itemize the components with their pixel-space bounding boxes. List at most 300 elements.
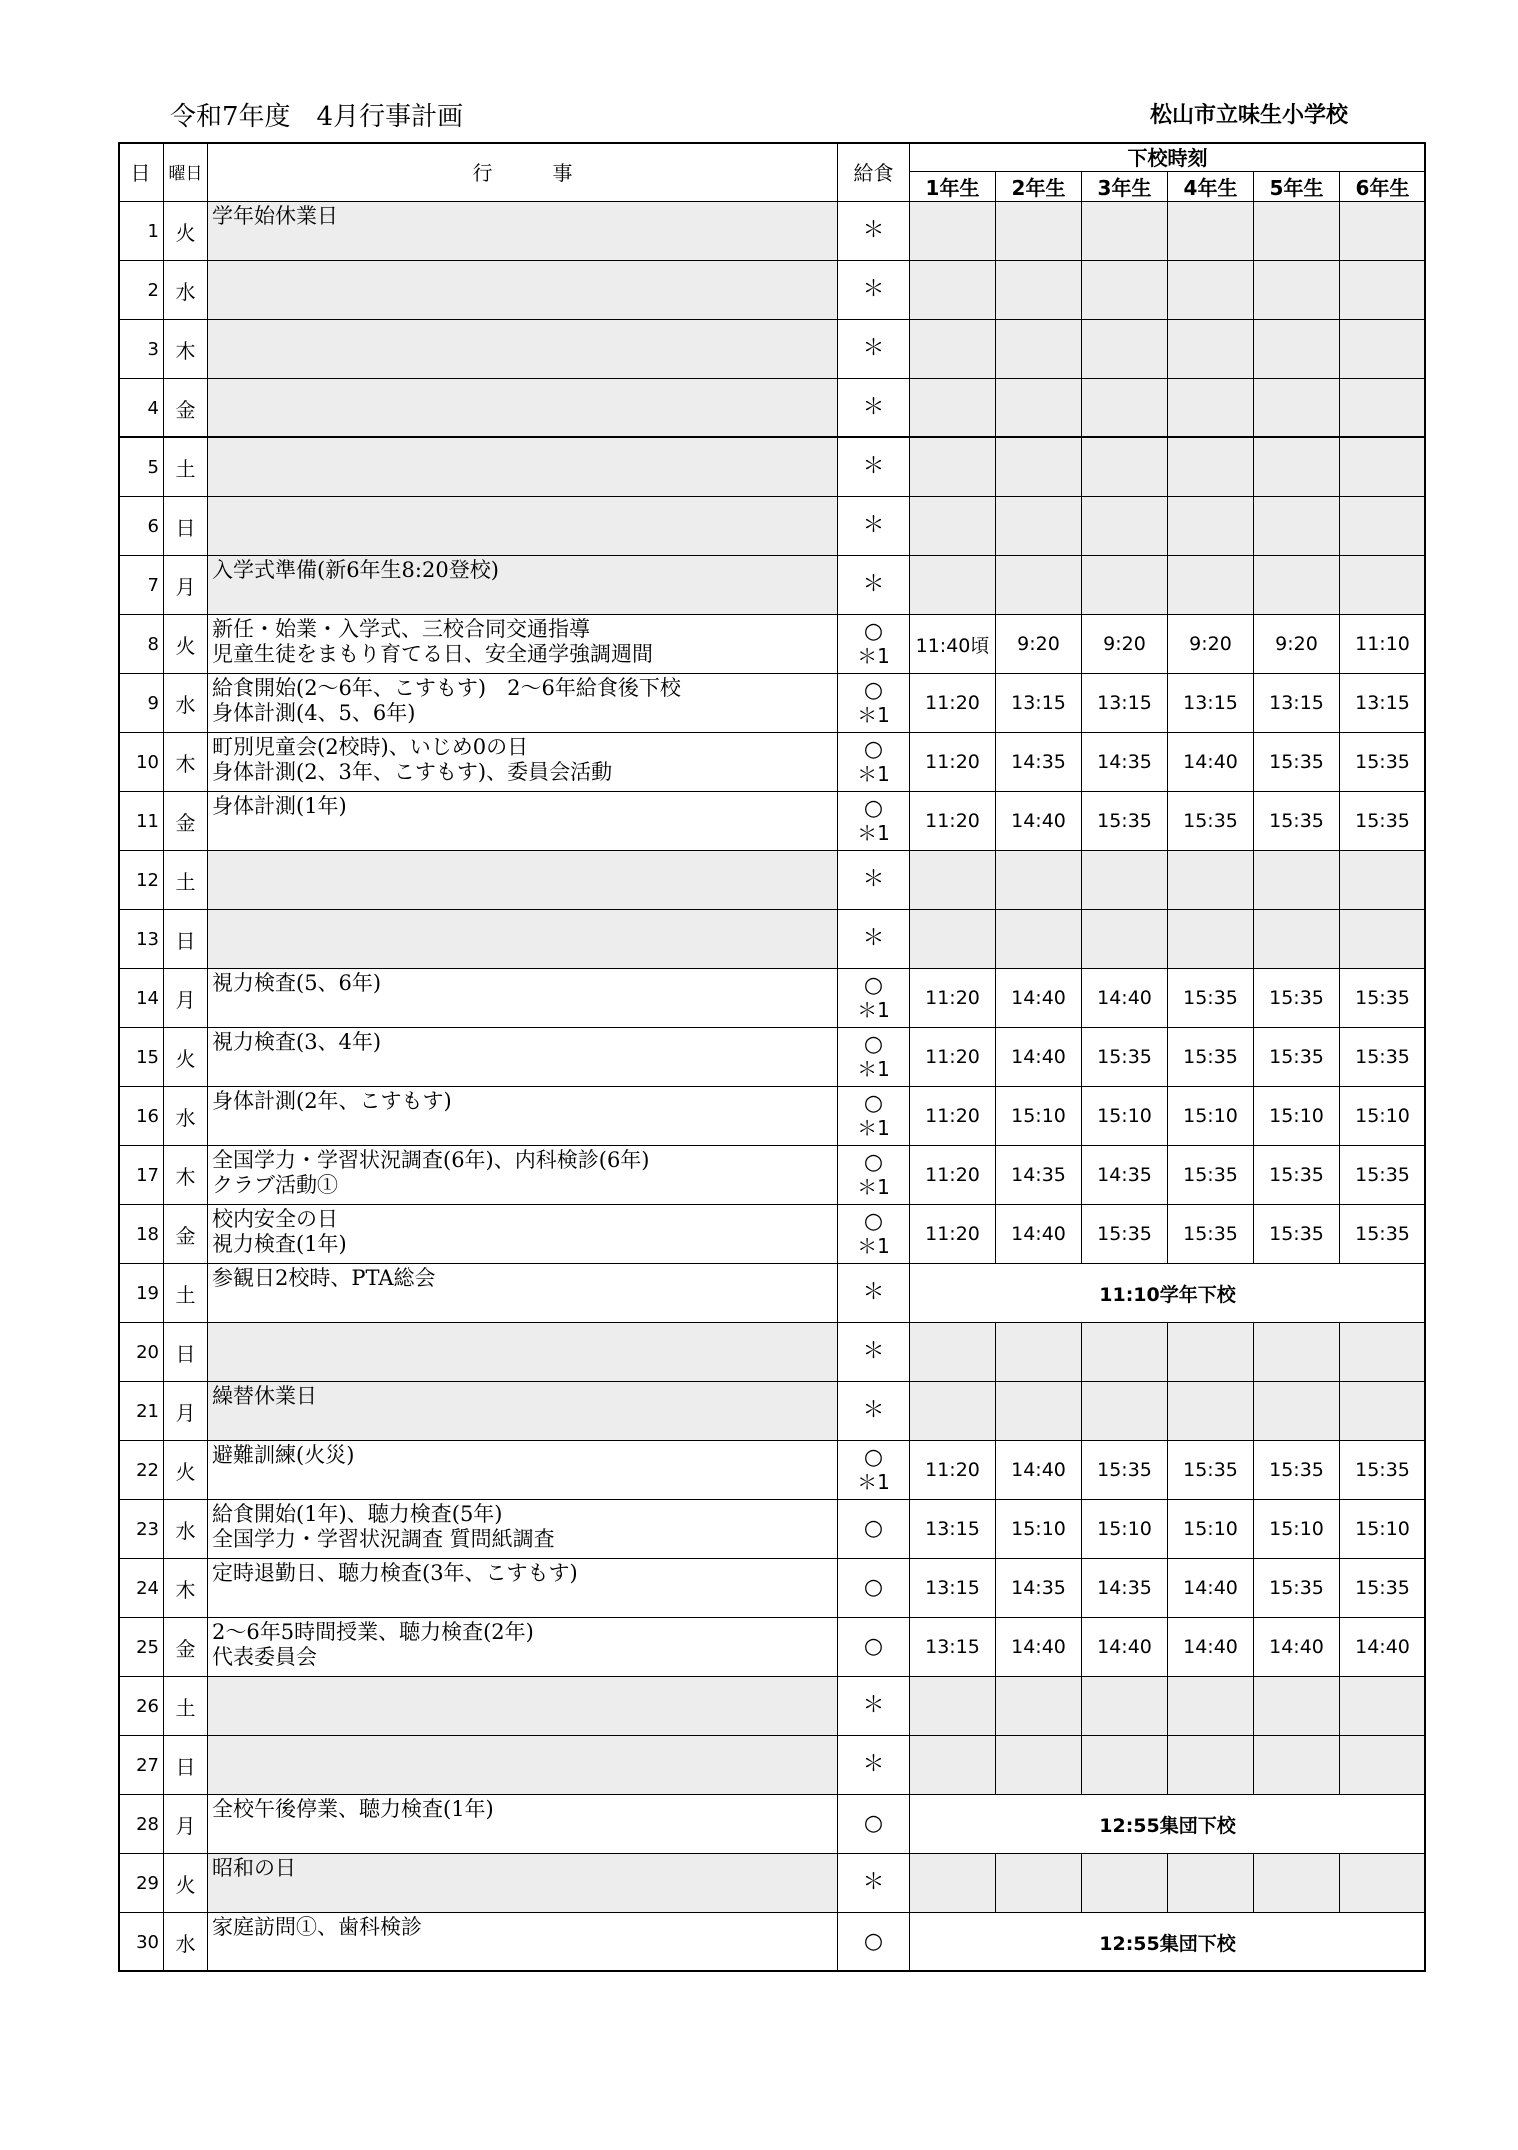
dismissal-time-grade-6 bbox=[1340, 1854, 1426, 1913]
dismissal-time-grade-5: 15:35 bbox=[1254, 1146, 1340, 1205]
dismissal-time-grade-3: 14:35 bbox=[1082, 733, 1168, 792]
dismissal-time-grade-5: 15:35 bbox=[1254, 792, 1340, 851]
meal-mark: ○ bbox=[863, 796, 884, 821]
dismissal-span-cell: 12:55集団下校 bbox=[910, 1913, 1426, 1972]
dismissal-time-grade-4 bbox=[1168, 1677, 1254, 1736]
dismissal-time-grade-6 bbox=[1340, 910, 1426, 969]
dismissal-time-grade-4: 15:35 bbox=[1168, 1441, 1254, 1500]
weekday-cell: 土 bbox=[164, 1264, 208, 1323]
dismissal-time-grade-3 bbox=[1082, 202, 1168, 261]
dismissal-time-grade-1: 11:20 bbox=[910, 969, 996, 1028]
dismissal-time-grade-1 bbox=[910, 1323, 996, 1382]
dismissal-time-grade-2 bbox=[996, 379, 1082, 438]
day-cell: 12 bbox=[118, 851, 164, 910]
day-cell: 21 bbox=[118, 1382, 164, 1441]
dismissal-time-grade-2: 13:15 bbox=[996, 674, 1082, 733]
dismissal-time-grade-1: 11:20 bbox=[910, 1441, 996, 1500]
dismissal-time-grade-1 bbox=[910, 320, 996, 379]
dismissal-time-grade-4 bbox=[1168, 910, 1254, 969]
weekday-cell: 水 bbox=[164, 674, 208, 733]
dismissal-time-grade-3 bbox=[1082, 1382, 1168, 1441]
meal-note: ＊1 bbox=[857, 1234, 890, 1258]
meal-mark: ○ bbox=[863, 1209, 884, 1234]
day-cell: 13 bbox=[118, 910, 164, 969]
dismissal-time-grade-3 bbox=[1082, 438, 1168, 497]
dismissal-time-grade-6: 15:35 bbox=[1340, 969, 1426, 1028]
dismissal-time-grade-6 bbox=[1340, 556, 1426, 615]
dismissal-time-grade-1 bbox=[910, 910, 996, 969]
event-cell: 町別児童会(2校時)、いじめ0の日 身体計測(2、3年、こすもす)、委員会活動 bbox=[208, 733, 838, 792]
event-cell bbox=[208, 910, 838, 969]
meal-mark: ＊ bbox=[862, 1280, 885, 1305]
dismissal-time-grade-4: 15:10 bbox=[1168, 1087, 1254, 1146]
dismissal-time-grade-5: 15:35 bbox=[1254, 1441, 1340, 1500]
dismissal-time-grade-5: 9:20 bbox=[1254, 615, 1340, 674]
dismissal-time-grade-5: 15:35 bbox=[1254, 969, 1340, 1028]
meal-mark: ＊ bbox=[862, 454, 885, 479]
dismissal-time-grade-2 bbox=[996, 1854, 1082, 1913]
weekday-cell: 水 bbox=[164, 261, 208, 320]
dismissal-time-grade-1: 11:20 bbox=[910, 733, 996, 792]
day-cell: 29 bbox=[118, 1854, 164, 1913]
dismissal-time-grade-6: 15:10 bbox=[1340, 1087, 1426, 1146]
dismissal-time-grade-4: 15:35 bbox=[1168, 1028, 1254, 1087]
dismissal-time-grade-3: 14:40 bbox=[1082, 969, 1168, 1028]
event-cell: 学年始休業日 bbox=[208, 202, 838, 261]
meal-mark: ○ bbox=[863, 1634, 884, 1659]
dismissal-time-grade-3 bbox=[1082, 379, 1168, 438]
dismissal-time-grade-5 bbox=[1254, 497, 1340, 556]
dismissal-time-grade-3: 14:35 bbox=[1082, 1146, 1168, 1205]
dismissal-time-grade-1: 11:20 bbox=[910, 1205, 996, 1264]
meal-cell bbox=[838, 615, 910, 674]
day-cell: 5 bbox=[118, 438, 164, 497]
meal-cell bbox=[838, 1382, 910, 1441]
meal-mark: ＊ bbox=[862, 867, 885, 892]
dismissal-time-grade-5 bbox=[1254, 379, 1340, 438]
meal-cell bbox=[838, 261, 910, 320]
dismissal-time-grade-3: 9:20 bbox=[1082, 615, 1168, 674]
dismissal-time-grade-1: 11:40頃 bbox=[910, 615, 996, 674]
meal-mark: ○ bbox=[863, 1516, 884, 1541]
day-cell: 26 bbox=[118, 1677, 164, 1736]
dismissal-time-grade-5: 15:35 bbox=[1254, 733, 1340, 792]
dismissal-time-grade-1 bbox=[910, 202, 996, 261]
dismissal-time-grade-3: 15:10 bbox=[1082, 1500, 1168, 1559]
event-cell: 校内安全の日 視力検査(1年) bbox=[208, 1205, 838, 1264]
event-cell bbox=[208, 497, 838, 556]
dismissal-time-grade-4: 13:15 bbox=[1168, 674, 1254, 733]
dismissal-time-grade-2 bbox=[996, 497, 1082, 556]
weekday-cell: 火 bbox=[164, 1028, 208, 1087]
day-cell: 17 bbox=[118, 1146, 164, 1205]
event-cell bbox=[208, 1736, 838, 1795]
dismissal-time-grade-3 bbox=[1082, 497, 1168, 556]
event-cell: 視力検査(3、4年) bbox=[208, 1028, 838, 1087]
meal-mark: ＊ bbox=[862, 572, 885, 597]
day-cell: 22 bbox=[118, 1441, 164, 1500]
meal-cell bbox=[838, 497, 910, 556]
dismissal-time-grade-5 bbox=[1254, 910, 1340, 969]
header-day: 日 bbox=[118, 142, 164, 202]
day-cell: 16 bbox=[118, 1087, 164, 1146]
dismissal-time-grade-6: 15:35 bbox=[1340, 733, 1426, 792]
dismissal-time-grade-2 bbox=[996, 320, 1082, 379]
weekday-cell: 火 bbox=[164, 615, 208, 674]
weekday-cell: 土 bbox=[164, 1677, 208, 1736]
dismissal-time-grade-1: 13:15 bbox=[910, 1559, 996, 1618]
event-cell bbox=[208, 379, 838, 438]
dismissal-time-grade-6: 11:10 bbox=[1340, 615, 1426, 674]
dismissal-time-grade-6: 14:40 bbox=[1340, 1618, 1426, 1677]
meal-note: ＊1 bbox=[857, 1175, 890, 1199]
dismissal-time-grade-1: 11:20 bbox=[910, 674, 996, 733]
dismissal-time-grade-2 bbox=[996, 202, 1082, 261]
day-cell: 8 bbox=[118, 615, 164, 674]
weekday-cell: 日 bbox=[164, 910, 208, 969]
dismissal-time-grade-2: 14:35 bbox=[996, 1559, 1082, 1618]
dismissal-time-grade-1: 11:20 bbox=[910, 1087, 996, 1146]
weekday-cell: 木 bbox=[164, 1146, 208, 1205]
dismissal-time-grade-5 bbox=[1254, 1323, 1340, 1382]
dismissal-time-grade-2 bbox=[996, 438, 1082, 497]
dismissal-time-grade-6 bbox=[1340, 202, 1426, 261]
meal-mark: ＊ bbox=[862, 1339, 885, 1364]
dismissal-span-cell: 11:10学年下校 bbox=[910, 1264, 1426, 1323]
meal-cell bbox=[838, 1854, 910, 1913]
event-cell: 新任・始業・入学式、三校合同交通指導 児童生徒をまもり育てる日、安全通学強調週間 bbox=[208, 615, 838, 674]
meal-cell bbox=[838, 1441, 910, 1500]
dismissal-time-grade-2 bbox=[996, 556, 1082, 615]
dismissal-time-grade-3: 15:35 bbox=[1082, 1441, 1168, 1500]
meal-note: ＊1 bbox=[857, 1057, 890, 1081]
weekday-cell: 火 bbox=[164, 1854, 208, 1913]
dismissal-time-grade-6: 13:15 bbox=[1340, 674, 1426, 733]
event-cell: 昭和の日 bbox=[208, 1854, 838, 1913]
header-dismissal: 下校時刻 bbox=[910, 142, 1426, 172]
meal-cell bbox=[838, 1736, 910, 1795]
dismissal-time-grade-2: 14:40 bbox=[996, 1618, 1082, 1677]
dismissal-time-grade-6 bbox=[1340, 1736, 1426, 1795]
dismissal-time-grade-6: 15:35 bbox=[1340, 1559, 1426, 1618]
meal-mark: ○ bbox=[863, 1811, 884, 1836]
dismissal-time-grade-3: 14:40 bbox=[1082, 1618, 1168, 1677]
dismissal-time-grade-6 bbox=[1340, 320, 1426, 379]
header-grade-2: 2年生 bbox=[996, 172, 1082, 202]
day-cell: 1 bbox=[118, 202, 164, 261]
meal-cell bbox=[838, 1028, 910, 1087]
meal-mark: ＊ bbox=[862, 1693, 885, 1718]
header-grade-4: 4年生 bbox=[1168, 172, 1254, 202]
dismissal-time-grade-3 bbox=[1082, 320, 1168, 379]
dismissal-time-grade-5 bbox=[1254, 1854, 1340, 1913]
meal-mark: ＊ bbox=[862, 926, 885, 951]
dismissal-time-grade-5: 13:15 bbox=[1254, 674, 1340, 733]
weekday-cell: 木 bbox=[164, 1559, 208, 1618]
meal-mark: ○ bbox=[863, 1032, 884, 1057]
meal-note: ＊1 bbox=[857, 821, 890, 845]
dismissal-time-grade-4 bbox=[1168, 1382, 1254, 1441]
dismissal-time-grade-5 bbox=[1254, 202, 1340, 261]
meal-cell bbox=[838, 910, 910, 969]
dismissal-time-grade-2: 14:40 bbox=[996, 1028, 1082, 1087]
dismissal-time-grade-1: 11:20 bbox=[910, 792, 996, 851]
dismissal-time-grade-5: 15:35 bbox=[1254, 1205, 1340, 1264]
dismissal-time-grade-1: 13:15 bbox=[910, 1618, 996, 1677]
event-cell: 給食開始(1年)、聴力検査(5年) 全国学力・学習状況調査 質問紙調査 bbox=[208, 1500, 838, 1559]
event-cell: 入学式準備(新6年生8:20登校) bbox=[208, 556, 838, 615]
meal-cell bbox=[838, 1264, 910, 1323]
dismissal-time-grade-4 bbox=[1168, 1736, 1254, 1795]
dismissal-time-grade-1 bbox=[910, 379, 996, 438]
dismissal-time-grade-6: 15:35 bbox=[1340, 1146, 1426, 1205]
dismissal-time-grade-5 bbox=[1254, 851, 1340, 910]
dismissal-time-grade-5 bbox=[1254, 320, 1340, 379]
event-cell: 繰替休業日 bbox=[208, 1382, 838, 1441]
event-cell bbox=[208, 851, 838, 910]
day-cell: 28 bbox=[118, 1795, 164, 1854]
event-cell: 2～6年5時間授業、聴力検査(2年) 代表委員会 bbox=[208, 1618, 838, 1677]
weekday-cell: 火 bbox=[164, 202, 208, 261]
dismissal-time-grade-5 bbox=[1254, 438, 1340, 497]
dismissal-time-grade-5: 15:10 bbox=[1254, 1500, 1340, 1559]
dismissal-time-grade-2: 14:35 bbox=[996, 1146, 1082, 1205]
dismissal-time-grade-5 bbox=[1254, 1382, 1340, 1441]
dismissal-time-grade-2: 9:20 bbox=[996, 615, 1082, 674]
meal-mark: ○ bbox=[863, 1150, 884, 1175]
header-grade-5: 5年生 bbox=[1254, 172, 1340, 202]
dismissal-time-grade-6: 15:35 bbox=[1340, 792, 1426, 851]
meal-cell bbox=[838, 1795, 910, 1854]
dismissal-time-grade-4 bbox=[1168, 556, 1254, 615]
event-cell: 身体計測(1年) bbox=[208, 792, 838, 851]
dismissal-time-grade-4: 15:35 bbox=[1168, 792, 1254, 851]
day-cell: 25 bbox=[118, 1618, 164, 1677]
dismissal-time-grade-4: 15:35 bbox=[1168, 1205, 1254, 1264]
dismissal-time-grade-6 bbox=[1340, 497, 1426, 556]
dismissal-time-grade-2: 15:10 bbox=[996, 1087, 1082, 1146]
dismissal-time-grade-1 bbox=[910, 851, 996, 910]
weekday-cell: 金 bbox=[164, 1205, 208, 1264]
meal-mark: ○ bbox=[863, 1091, 884, 1116]
meal-mark: ＊ bbox=[862, 1752, 885, 1777]
weekday-cell: 金 bbox=[164, 792, 208, 851]
dismissal-time-grade-3 bbox=[1082, 910, 1168, 969]
dismissal-time-grade-1 bbox=[910, 261, 996, 320]
day-cell: 20 bbox=[118, 1323, 164, 1382]
header-grade-1: 1年生 bbox=[910, 172, 996, 202]
dismissal-time-grade-3 bbox=[1082, 1854, 1168, 1913]
dismissal-time-grade-1 bbox=[910, 438, 996, 497]
event-cell: 給食開始(2～6年、こすもす) 2～6年給食後下校 身体計測(4、5、6年) bbox=[208, 674, 838, 733]
dismissal-time-grade-6 bbox=[1340, 379, 1426, 438]
meal-mark: ○ bbox=[863, 1445, 884, 1470]
dismissal-span-cell: 12:55集団下校 bbox=[910, 1795, 1426, 1854]
dismissal-time-grade-5: 15:35 bbox=[1254, 1028, 1340, 1087]
dismissal-time-grade-5: 14:40 bbox=[1254, 1618, 1340, 1677]
meal-mark: ＊ bbox=[862, 395, 885, 420]
meal-mark: ＊ bbox=[862, 277, 885, 302]
dismissal-time-grade-2 bbox=[996, 1677, 1082, 1736]
weekday-cell: 日 bbox=[164, 497, 208, 556]
dismissal-time-grade-3 bbox=[1082, 1323, 1168, 1382]
weekday-cell: 水 bbox=[164, 1500, 208, 1559]
day-cell: 30 bbox=[118, 1913, 164, 1972]
weekday-cell: 日 bbox=[164, 1736, 208, 1795]
day-cell: 18 bbox=[118, 1205, 164, 1264]
dismissal-time-grade-4 bbox=[1168, 497, 1254, 556]
event-cell: 身体計測(2年、こすもす) bbox=[208, 1087, 838, 1146]
meal-mark: ＊ bbox=[862, 513, 885, 538]
dismissal-time-grade-3: 15:10 bbox=[1082, 1087, 1168, 1146]
meal-cell bbox=[838, 1559, 910, 1618]
meal-cell bbox=[838, 379, 910, 438]
meal-note: ＊1 bbox=[857, 998, 890, 1022]
dismissal-time-grade-6 bbox=[1340, 261, 1426, 320]
weekday-cell: 水 bbox=[164, 1913, 208, 1972]
dismissal-time-grade-2: 14:40 bbox=[996, 792, 1082, 851]
week-divider bbox=[118, 436, 1426, 441]
day-cell: 15 bbox=[118, 1028, 164, 1087]
event-cell: 全国学力・学習状況調査(6年)、内科検診(6年) クラブ活動① bbox=[208, 1146, 838, 1205]
day-cell: 7 bbox=[118, 556, 164, 615]
dismissal-time-grade-4: 15:35 bbox=[1168, 969, 1254, 1028]
dismissal-time-grade-5: 15:10 bbox=[1254, 1087, 1340, 1146]
dismissal-time-grade-6 bbox=[1340, 851, 1426, 910]
weekday-cell: 金 bbox=[164, 1618, 208, 1677]
weekday-cell: 月 bbox=[164, 556, 208, 615]
day-cell: 27 bbox=[118, 1736, 164, 1795]
meal-cell bbox=[838, 969, 910, 1028]
weekday-cell: 木 bbox=[164, 733, 208, 792]
dismissal-time-grade-2 bbox=[996, 1382, 1082, 1441]
meal-cell bbox=[838, 1913, 910, 1972]
event-cell bbox=[208, 438, 838, 497]
meal-mark: ○ bbox=[863, 1929, 884, 1954]
event-cell: 避難訓練(火災) bbox=[208, 1441, 838, 1500]
dismissal-time-grade-6: 15:35 bbox=[1340, 1441, 1426, 1500]
dismissal-time-grade-3 bbox=[1082, 261, 1168, 320]
meal-cell bbox=[838, 1500, 910, 1559]
dismissal-time-grade-4: 9:20 bbox=[1168, 615, 1254, 674]
event-cell bbox=[208, 320, 838, 379]
dismissal-time-grade-4 bbox=[1168, 202, 1254, 261]
meal-note: ＊1 bbox=[857, 1470, 890, 1494]
day-cell: 10 bbox=[118, 733, 164, 792]
header-event: 行 事 bbox=[208, 142, 838, 202]
meal-cell bbox=[838, 1323, 910, 1382]
dismissal-time-grade-3: 14:35 bbox=[1082, 1559, 1168, 1618]
meal-mark: ○ bbox=[863, 737, 884, 762]
dismissal-time-grade-3 bbox=[1082, 1677, 1168, 1736]
meal-mark: ＊ bbox=[862, 218, 885, 243]
dismissal-time-grade-6: 15:35 bbox=[1340, 1028, 1426, 1087]
event-cell bbox=[208, 1323, 838, 1382]
dismissal-time-grade-4 bbox=[1168, 261, 1254, 320]
dismissal-time-grade-4 bbox=[1168, 1323, 1254, 1382]
meal-mark: ＊ bbox=[862, 1398, 885, 1423]
dismissal-time-grade-3 bbox=[1082, 1736, 1168, 1795]
event-cell: 家庭訪問①、歯科検診 bbox=[208, 1913, 838, 1972]
dismissal-time-grade-4: 14:40 bbox=[1168, 1618, 1254, 1677]
dismissal-time-grade-4: 15:10 bbox=[1168, 1500, 1254, 1559]
dismissal-time-grade-5 bbox=[1254, 556, 1340, 615]
event-cell: 参観日2校時、PTA総会 bbox=[208, 1264, 838, 1323]
meal-cell bbox=[838, 1205, 910, 1264]
dismissal-time-grade-2: 15:10 bbox=[996, 1500, 1082, 1559]
meal-mark: ○ bbox=[863, 619, 884, 644]
meal-mark: ○ bbox=[863, 973, 884, 998]
schedule-table bbox=[118, 142, 1426, 1972]
weekday-cell: 土 bbox=[164, 851, 208, 910]
meal-cell bbox=[838, 1146, 910, 1205]
event-cell: 全校午後停業、聴力検査(1年) bbox=[208, 1795, 838, 1854]
dismissal-time-grade-1 bbox=[910, 1736, 996, 1795]
dismissal-time-grade-2 bbox=[996, 1323, 1082, 1382]
day-cell: 3 bbox=[118, 320, 164, 379]
weekday-cell: 月 bbox=[164, 1795, 208, 1854]
dismissal-time-grade-2: 14:40 bbox=[996, 969, 1082, 1028]
weekday-cell: 月 bbox=[164, 1382, 208, 1441]
dismissal-time-grade-4 bbox=[1168, 851, 1254, 910]
dismissal-time-grade-6 bbox=[1340, 438, 1426, 497]
dismissal-time-grade-2 bbox=[996, 910, 1082, 969]
meal-cell bbox=[838, 733, 910, 792]
day-cell: 14 bbox=[118, 969, 164, 1028]
meal-cell bbox=[838, 438, 910, 497]
dismissal-time-grade-4 bbox=[1168, 1854, 1254, 1913]
day-cell: 23 bbox=[118, 1500, 164, 1559]
meal-mark: ○ bbox=[863, 678, 884, 703]
dismissal-time-grade-5 bbox=[1254, 1736, 1340, 1795]
dismissal-time-grade-2: 14:40 bbox=[996, 1205, 1082, 1264]
meal-mark: ＊ bbox=[862, 336, 885, 361]
dismissal-time-grade-3 bbox=[1082, 851, 1168, 910]
meal-cell bbox=[838, 851, 910, 910]
weekday-cell: 月 bbox=[164, 969, 208, 1028]
dismissal-time-grade-2 bbox=[996, 851, 1082, 910]
dismissal-time-grade-2 bbox=[996, 261, 1082, 320]
weekday-cell: 水 bbox=[164, 1087, 208, 1146]
day-cell: 6 bbox=[118, 497, 164, 556]
dismissal-time-grade-4 bbox=[1168, 379, 1254, 438]
day-cell: 24 bbox=[118, 1559, 164, 1618]
header-grade-6: 6年生 bbox=[1340, 172, 1426, 202]
header-grade-3: 3年生 bbox=[1082, 172, 1168, 202]
meal-note: ＊1 bbox=[857, 644, 890, 668]
dismissal-time-grade-4: 14:40 bbox=[1168, 1559, 1254, 1618]
event-cell bbox=[208, 1677, 838, 1736]
meal-cell bbox=[838, 1087, 910, 1146]
event-cell: 定時退勤日、聴力検査(3年、こすもす) bbox=[208, 1559, 838, 1618]
dismissal-time-grade-6: 15:10 bbox=[1340, 1500, 1426, 1559]
dismissal-time-grade-1: 11:20 bbox=[910, 1028, 996, 1087]
weekday-cell: 金 bbox=[164, 379, 208, 438]
dismissal-time-grade-1: 11:20 bbox=[910, 1146, 996, 1205]
meal-cell bbox=[838, 1677, 910, 1736]
school-name: 松山市立味生小学校 bbox=[1150, 103, 1349, 128]
day-cell: 19 bbox=[118, 1264, 164, 1323]
dismissal-time-grade-1 bbox=[910, 497, 996, 556]
dismissal-time-grade-5 bbox=[1254, 261, 1340, 320]
dismissal-time-grade-6 bbox=[1340, 1677, 1426, 1736]
dismissal-time-grade-1 bbox=[910, 1382, 996, 1441]
meal-note: ＊1 bbox=[857, 1116, 890, 1140]
dismissal-time-grade-3 bbox=[1082, 556, 1168, 615]
dismissal-time-grade-3: 15:35 bbox=[1082, 1028, 1168, 1087]
weekday-cell: 火 bbox=[164, 1441, 208, 1500]
dismissal-time-grade-5: 15:35 bbox=[1254, 1559, 1340, 1618]
